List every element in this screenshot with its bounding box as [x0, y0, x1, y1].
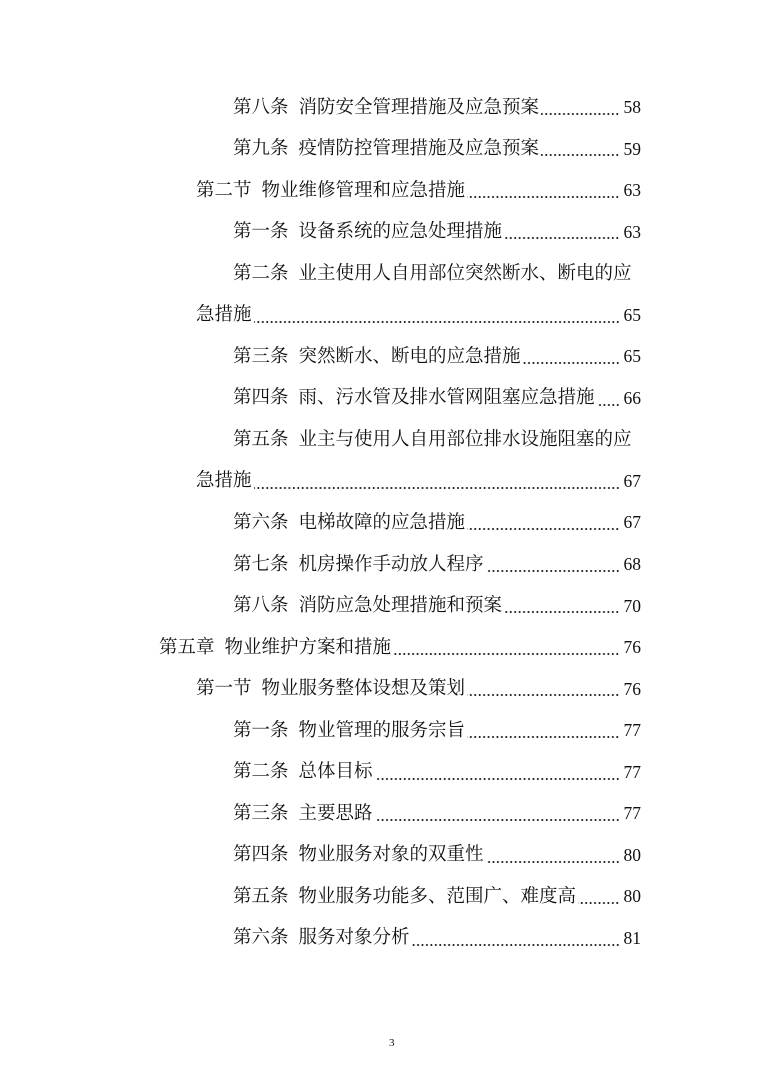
toc-entry-number: 第六条 — [233, 512, 289, 533]
toc-entry-title: 疫情防控管理措施及应急预案 — [298, 139, 540, 160]
toc-leader-dots — [504, 610, 619, 614]
toc-entry-page: 77 — [623, 803, 641, 824]
toc-leader-dots — [375, 777, 620, 781]
toc-entry-number: 第一条 — [233, 222, 289, 243]
toc-entry-title: 消防安全管理措施及应急预案 — [298, 97, 540, 118]
toc-entry — [0, 918, 641, 960]
toc-entry-number: 第七条 — [233, 554, 289, 575]
toc-entry-number: 第六条 — [233, 928, 289, 949]
toc-entry-number: 第三条 — [233, 803, 289, 824]
toc-leader-dots — [523, 361, 620, 365]
toc-entry-number: 第二节 — [196, 180, 252, 201]
toc-entry-title: 物业服务整体设想及策划 — [261, 679, 466, 700]
toc-entry-number: 第一节 — [196, 679, 252, 700]
toc-entry — [0, 87, 641, 129]
toc-entry-page: 80 — [623, 844, 641, 865]
toc-entry — [0, 170, 641, 212]
toc-entry-title: 消防应急处理措施和预案 — [298, 596, 503, 617]
table-of-contents — [0, 87, 641, 959]
toc-entry-continuation — [0, 295, 641, 337]
toc-entry-page: 81 — [623, 927, 641, 948]
toc-entry-page: 66 — [623, 387, 641, 408]
toc-entry-title: 业主与使用人自用部位排水设施阻塞的应 — [298, 429, 632, 450]
toc-leader-dots — [467, 693, 619, 697]
toc-entry — [0, 586, 641, 628]
toc-leader-dots — [467, 527, 619, 531]
toc-entry-number: 第五条 — [233, 429, 289, 450]
toc-leader-dots — [597, 403, 620, 407]
toc-entry-page: 67 — [623, 512, 641, 533]
toc-leader-dots — [412, 943, 620, 947]
toc-entry-section — [0, 669, 641, 711]
toc-leader-dots — [578, 901, 619, 905]
toc-entry-page: 59 — [623, 138, 641, 159]
toc-entry-page: 63 — [623, 180, 641, 201]
toc-leader-dots — [467, 195, 619, 199]
toc-entry-number: 第四条 — [233, 388, 289, 409]
toc-entry — [0, 502, 641, 544]
toc-entry-page: 67 — [623, 470, 641, 491]
toc-entry-number: 第八条 — [233, 97, 289, 118]
toc-entry-page: 65 — [623, 346, 641, 367]
toc-entry-number: 第五章 — [159, 637, 215, 658]
toc-entry-page: 65 — [623, 304, 641, 325]
toc-entry-number: 第五条 — [233, 886, 289, 907]
toc-leader-dots — [375, 818, 620, 822]
toc-entry-page: 76 — [623, 637, 641, 658]
toc-leader-dots — [504, 236, 619, 240]
toc-entry-page: 70 — [623, 595, 641, 616]
toc-entry — [0, 793, 641, 835]
toc-entry-title: 业主使用人自用部位突然断水、断电的应 — [298, 263, 632, 284]
toc-entry-title: 机房操作手动放人程序 — [298, 554, 484, 575]
toc-entry-number: 第四条 — [233, 845, 289, 866]
toc-entry-number: 第八条 — [233, 596, 289, 617]
toc-entry-title: 物业服务对象的双重性 — [298, 845, 484, 866]
toc-leader-dots — [541, 112, 619, 116]
toc-entry-page: 68 — [623, 554, 641, 575]
toc-entry-title: 雨、污水管及排水管网阻塞应急措施 — [298, 388, 595, 409]
toc-entry-title: 设备系统的应急处理措施 — [298, 222, 503, 243]
toc-entry-page: 80 — [623, 886, 641, 907]
toc-entry — [0, 336, 641, 378]
toc-entry-title: 物业维护方案和措施 — [224, 637, 392, 658]
toc-entry-title: 物业维修管理和应急措施 — [261, 180, 466, 201]
toc-entry-page: 58 — [623, 97, 641, 118]
toc-leader-dots — [393, 652, 619, 656]
toc-entry-page: 63 — [623, 221, 641, 242]
toc-leader-dots — [486, 569, 620, 573]
toc-entry — [0, 752, 641, 794]
toc-entry-chapter — [0, 627, 641, 669]
toc-entry-title: 物业管理的服务宗旨 — [298, 720, 466, 741]
toc-entry-title: 电梯故障的应急措施 — [298, 512, 466, 533]
toc-entry — [0, 876, 641, 918]
toc-entry — [0, 419, 641, 461]
toc-entry — [0, 710, 641, 752]
toc-entry-number: 第二条 — [233, 762, 289, 783]
toc-entry-number: 第二条 — [233, 263, 289, 284]
toc-entry — [0, 544, 641, 586]
toc-entry-title-continuation: 急措施 — [196, 305, 252, 326]
toc-entry-number: 第一条 — [233, 720, 289, 741]
toc-entry-page: 77 — [623, 761, 641, 782]
toc-entry — [0, 129, 641, 171]
toc-entry — [0, 212, 641, 254]
toc-entry-title: 突然断水、断电的应急措施 — [298, 346, 521, 367]
toc-entry-continuation — [0, 461, 641, 503]
toc-entry-page: 76 — [623, 678, 641, 699]
toc-entry-title: 物业服务功能多、范围广、难度高 — [298, 886, 577, 907]
toc-entry-number: 第九条 — [233, 139, 289, 160]
toc-leader-dots — [254, 486, 620, 490]
page-number: 3 — [389, 1037, 395, 1049]
toc-leader-dots — [486, 860, 620, 864]
toc-entry-title: 主要思路 — [298, 803, 373, 824]
toc-entry-title: 总体目标 — [298, 762, 373, 783]
toc-entry — [0, 378, 641, 420]
toc-entry-title-continuation: 急措施 — [196, 471, 252, 492]
toc-leader-dots — [254, 320, 620, 324]
toc-leader-dots — [541, 153, 619, 157]
toc-entry-title: 服务对象分析 — [298, 928, 410, 949]
toc-entry — [0, 835, 641, 877]
toc-entry — [0, 253, 641, 295]
toc-entry-number: 第三条 — [233, 346, 289, 367]
toc-entry-page: 77 — [623, 720, 641, 741]
toc-leader-dots — [467, 735, 619, 739]
